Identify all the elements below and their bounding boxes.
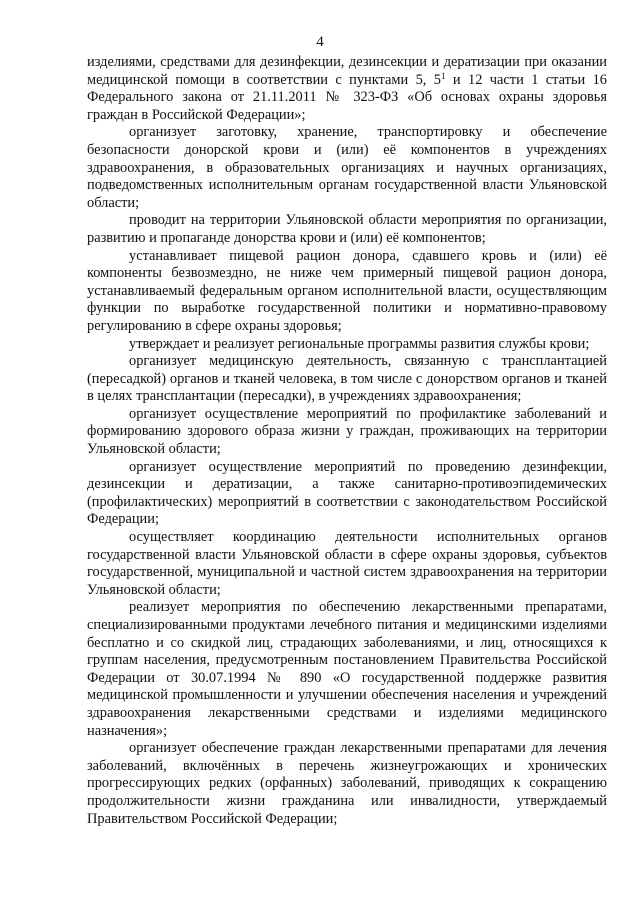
paragraph-blood-donation-storage: организует заготовку, хранение, транспортировку и обеспечение безопасности донорской крови и (или) её компонентов в учреждениях здравоохранения, в образовательных организациях и научных организациях, подведомственных исполнительным органам государственной власти Ульяновской области;: [87, 124, 607, 211]
paragraph-donation-promotion: проводит на территории Ульяновской области мероприятия по организации, развитию и пропаганде донорства крови и (или) её компонентов;: [87, 212, 607, 246]
paragraph-continued: [87, 54, 607, 124]
paragraph-orphan-diseases: организует обеспечение граждан лекарственными препаратами для лечения заболеваний, включённых в перечень жизнеугрожающих и хронических прогрессирующих редких (орфанных) заболеваний, приводящих к сокращению продолжительности жизни гражданина или инвалидности, утверждаемый Правительством Российской Федерации;: [87, 740, 607, 827]
paragraph-donor-diet: устанавливает пищевой рацион донора, сдавшего кровь и (или) её компоненты безвозмездно, не ниже чем примерный пищевой рацион донора, устанавливаемый федеральным органом исполнительной власти, осуществляющим функции по выработке государственной политики и нормативно-правовому регулированию в сфере охраны здоровья;: [87, 247, 607, 334]
paragraph-disinfection: организует осуществление мероприятий по проведению дезинфекции, дезинсекции и дератизации, а также санитарно-противоэпидемических (профилактических) мероприятий в соответствии с законодательством Российской Федерации;: [87, 458, 607, 528]
page-number: 4: [316, 34, 324, 50]
paragraph-medication-supply: реализует мероприятия по обеспечению лекарственными препаратами, специализированными продуктами лечебного питания и медицинскими изделиями бесплатно и со скидкой лиц, страдающих заболеваниями, и лиц, относящихся к группам населения, предусмотренным постановлением Правительства Российской Федерации от 30.07.1994 № 890 «О государственной поддержке развития медицинской промышленности и улучшении обеспечения населения и учреждений здравоохранения лекарственными средствами и изделиями медицинского назначения»;: [87, 599, 607, 739]
paragraph-blood-service-programs: утверждает и реализует региональные программы развития службы крови;: [129, 335, 590, 352]
paragraph-coordination: осуществляет координацию деятельности исполнительных органов государственной власти Ульяновской области в сфере охраны здоровья, субъектов государственной, муниципальной и частной систем здравоохранения на территории Ульяновской области;: [87, 529, 607, 598]
paragraph-disease-prevention: организует осуществление мероприятий по профилактике заболеваний и формированию здорового образа жизни у граждан, проживающих на территории Ульяновской области;: [87, 405, 607, 458]
paragraph-transplantation: организует медицинскую деятельность, связанную с трансплантацией (пересадкой) органов и тканей человека, в том числе с донорством органов и тканей в целях трансплантации (пересадки), в учреждениях здравоохранения;: [87, 353, 607, 405]
superscript-mark: 1: [441, 70, 446, 81]
paragraph-text-end: и 12 части 1 статьи 16 Федерального закона от 21.11.2011 № 323-ФЗ «Об основах охраны здоровья граждан в Российской Федерации»;: [87, 71, 607, 123]
document-body: [87, 54, 607, 828]
paragraph-text-start: изделиями, средствами для дезинфекции, дезинсекции и дератизации при оказании медицинской помощи в соответствии с пунктами 5, 5: [87, 54, 607, 88]
